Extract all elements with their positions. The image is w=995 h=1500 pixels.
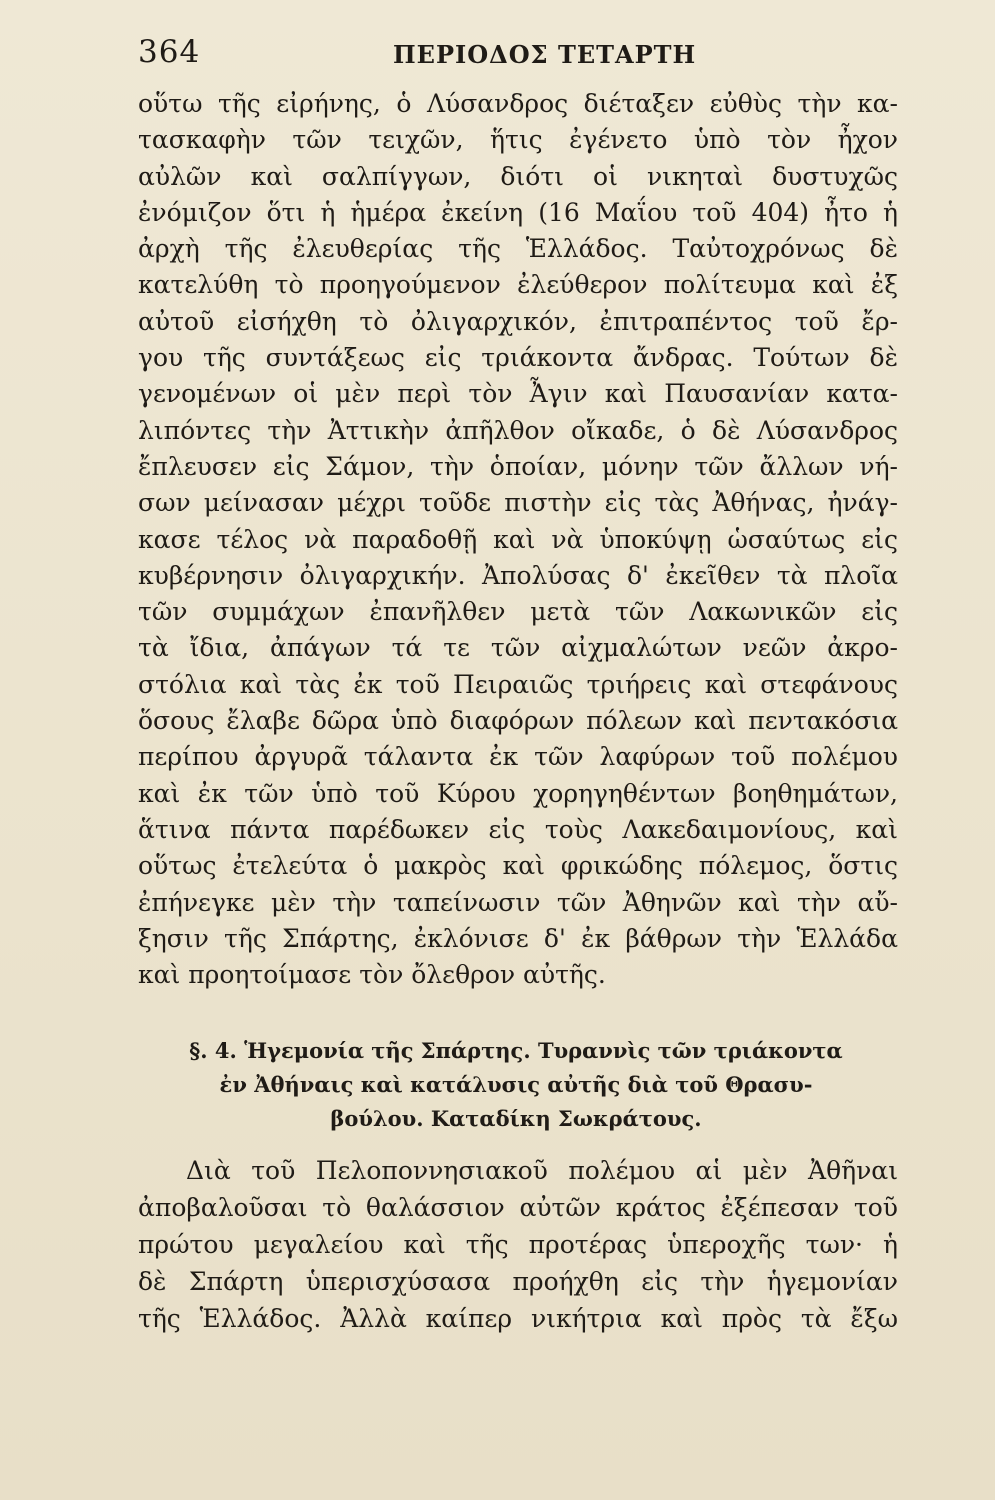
text-line: περίπου ἀργυρᾶ τάλαντα ἐκ τῶν λαφύρων τοῦ πολέμου [138, 742, 898, 772]
text-line: καὶ προητοίμασε τὸν ὄλεθρον αὐτῆς. [138, 960, 606, 990]
text-line: γου τῆς συντάξεως εἰς τριάκοντα ἄνδρας. Τούτων δὲ [138, 343, 898, 373]
running-title: ΠΕΡΙΟΔΟΣ ΤΕΤΑΡΤΗ [393, 40, 697, 69]
text-line: οὕτως ἐτελεύτα ὁ μακρὸς καὶ φρικώδης πόλεμος, ὅστις [138, 851, 898, 881]
text-line: τῶν συμμάχων ἐπανῆλθεν μετὰ τῶν Λακωνικῶν εἰς [138, 597, 898, 627]
page-header [138, 34, 898, 74]
text-line: αὐτοῦ εἰσήχθη τὸ ὀλιγαρχικόν, ἐπιτραπέντος τοῦ ἔρ- [138, 306, 898, 336]
text-line: ξησιν τῆς Σπάρτης, ἐκλόνισε δ' ἐκ βάθρων τὴν Ἑλλάδα [138, 923, 898, 953]
paragraph-main [138, 86, 898, 993]
heading-line: βούλου. Καταδίκη Σωκράτους. [330, 1106, 702, 1131]
text-line: τὰ ἴδια, ἀπάγων τά τε τῶν αἰχμαλώτων νεῶν ἀκρο- [138, 633, 898, 663]
text-line: πρώτου μεγαλείου καὶ τῆς προτέρας ὑπεροχῆς των· ἡ [138, 1230, 898, 1259]
page-number: 364 [138, 34, 201, 70]
text-line: ἀρχὴ τῆς ἐλευθερίας τῆς Ἑλλάδος. Ταὐτοχρόνως δὲ [138, 234, 898, 264]
text-line: ἀποβαλοῦσαι τὸ θαλάσσιον αὐτῶν κράτος ἐξέπεσαν τοῦ [138, 1193, 898, 1222]
text-line: δὲ Σπάρτη ὑπερισχύσασα προήχθη εἰς τὴν ἡγεμονίαν [138, 1267, 898, 1296]
text-line: τασκαφὴν τῶν τειχῶν, ἥτις ἐγένετο ὑπὸ τὸν ἦχον [138, 125, 898, 155]
text-line: ἐνόμιζον ὅτι ἡ ἡμέρα ἐκείνη (16 Μαΐου τοῦ 404) ἦτο ἡ [138, 197, 898, 227]
text-line: καὶ ἐκ τῶν ὑπὸ τοῦ Κύρου χορηγηθέντων βοηθημάτων, [138, 778, 898, 808]
text-line: οὕτω τῆς εἰρήνης, ὁ Λύσανδρος διέταξεν εὐθὺς τὴν κα- [138, 89, 898, 118]
text-line: κυβέρνησιν ὀλιγαρχικήν. Ἀπολύσας δ' ἐκεῖθεν τὰ πλοῖα [138, 560, 898, 590]
paragraph-section [138, 1152, 898, 1337]
text-line: ἐπήνεγκε μὲν τὴν ταπείνωσιν τῶν Ἀθηνῶν καὶ τὴν αὔ- [138, 887, 898, 917]
section-heading [160, 1034, 872, 1136]
text-line: στόλια καὶ τὰς ἐκ τοῦ Πειραιῶς τριήρεις καὶ στεφάνους [138, 669, 898, 699]
text-line: λιπόντες τὴν Ἀττικὴν ἀπῆλθον οἴκαδε, ὁ δὲ Λύσανδρος [138, 415, 898, 445]
text-line: Διὰ τοῦ Πελοποννησιακοῦ πολέμου αἱ μὲν Ἀθῆναι [186, 1156, 898, 1185]
text-line: ὅσους ἔλαβε δῶρα ὑπὸ διαφόρων πόλεων καὶ πεντακόσια [138, 706, 898, 736]
text-line: ἔπλευσεν εἰς Σάμον, τὴν ὁποίαν, μόνην τῶν ἄλλων νή- [138, 451, 898, 481]
text-line: κατελύθη τὸ προηγούμενον ἐλεύθερον πολίτευμα καὶ ἐξ [138, 270, 898, 300]
text-line: ἅτινα πάντα παρέδωκεν εἰς τοὺς Λακεδαιμονίους, καὶ [138, 814, 898, 844]
text-line: σων μείνασαν μέχρι τοῦδε πιστὴν εἰς τὰς Ἀθήνας, ἠνάγ- [138, 488, 898, 518]
text-line: κασε τέλος νὰ παραδοθῇ καὶ νὰ ὑποκύψῃ ὡσαύτως εἰς [138, 524, 898, 554]
text-line: τῆς Ἑλλάδος. Ἀλλὰ καίπερ νικήτρια καὶ πρὸς τὰ ἔξω [138, 1304, 898, 1333]
heading-line: ἐν Ἀθήναις καὶ κατάλυσις αὐτῆς διὰ τοῦ Θρασυ- [219, 1072, 813, 1097]
text-line: αὐλῶν καὶ σαλπίγγων, διότι οἱ νικηταὶ δυστυχῶς [138, 161, 898, 191]
heading-line: §. 4. Ἡγεμονία τῆς Σπάρτης. Τυραννὶς τῶν τριάκοντα [189, 1038, 843, 1063]
text-line: γενομένων οἱ μὲν περὶ τὸν Ἆγιν καὶ Παυσανίαν κατα- [138, 379, 898, 409]
